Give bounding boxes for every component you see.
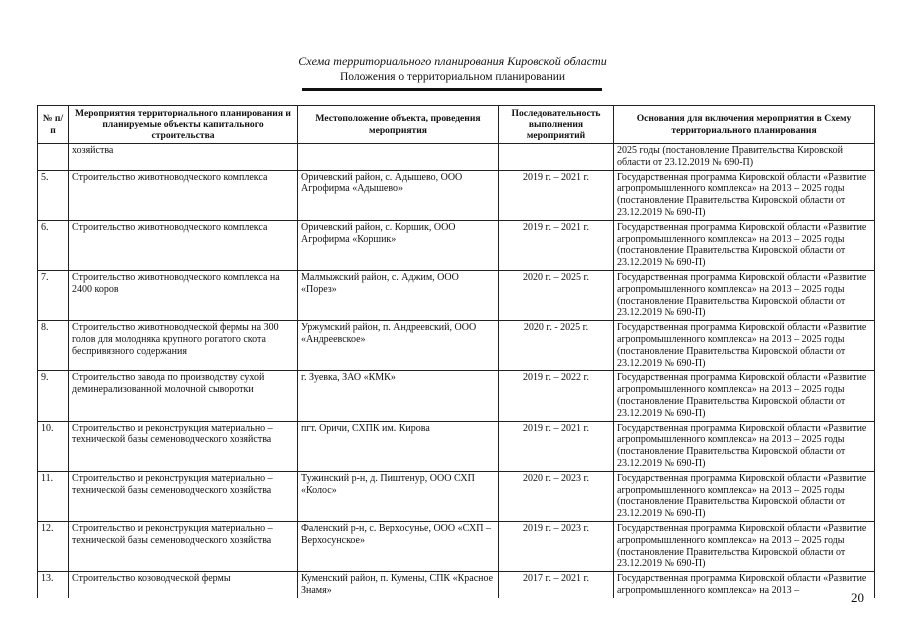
cell-sequence: 2020 г. - 2025 г. <box>499 321 614 371</box>
table-row <box>38 220 875 270</box>
document-title: Схема территориального планирования Кировской области <box>298 54 607 68</box>
column-header-num: № п/п <box>38 106 69 144</box>
cell-basis: Государственная программа Кировской области «Развитие агропромышленного комплекса» на 2013 – 2025 годы (постановление Правительства Кировской области от 23.12.2019 № 690-П) <box>614 521 875 571</box>
table-header-row <box>38 106 875 144</box>
cell-sequence: 2019 г. – 2021 г. <box>499 170 614 220</box>
cell-basis: Государственная программа Кировской области «Развитие агропромышленного комплекса» на 2013 – 2025 годы (постановление Правительства Кировской области от 23.12.2019 № 690-П) <box>614 170 875 220</box>
cell-sequence: 2017 г. – 2021 г. <box>499 572 614 598</box>
cell-name: Строительство и реконструкция материально – технической базы семеноводческого хозяйства <box>69 471 298 521</box>
cell-sequence: 2019 г. – 2021 г. <box>499 220 614 270</box>
cell-num: 9. <box>38 371 69 421</box>
cell-basis: Государственная программа Кировской области «Развитие агропромышленного комплекса» на 2013 – 2025 годы (постановление Правительства Кировской области от 23.12.2019 № 690-П) <box>614 270 875 320</box>
cell-location: г. Зуевка, ЗАО «КМК» <box>298 371 499 421</box>
cell-location: Куменский район, п. Кумены, СПК «Красное Знамя» <box>298 572 499 598</box>
header-rule <box>302 88 602 91</box>
cell-name: Строительство животноводческого комплекса на 2400 коров <box>69 270 298 320</box>
cell-sequence: 2019 г. – 2023 г. <box>499 521 614 571</box>
cell-location: Оричевский район, с. Коршик, ООО Агрофирма «Коршик» <box>298 220 499 270</box>
cell-basis: Государственная программа Кировской области «Развитие агропромышленного комплекса» на 2013 – 2025 годы (постановление Правительства Кировской области от 23.12.2019 № 690-П) <box>614 220 875 270</box>
cell-sequence: 2020 г. – 2023 г. <box>499 471 614 521</box>
column-header-sequence: Последовательность выполнения мероприятий <box>499 106 614 144</box>
cell-basis: Государственная программа Кировской области «Развитие агропромышленного комплекса» на 2013 – 2025 годы (постановление Правительства Кировской области от 23.12.2019 № 690-П) <box>614 371 875 421</box>
cell-sequence: 2019 г. – 2022 г. <box>499 371 614 421</box>
cell-location: Фаленский р-н, с. Верхосунье, ООО «СХП – Верхосунское» <box>298 521 499 571</box>
cell-name: хозяйства <box>69 144 298 171</box>
table-row-continuation <box>38 144 875 171</box>
cell-name: Строительство козоводческой фермы <box>69 572 298 598</box>
table-row <box>38 321 875 371</box>
cell-location: Малмыжский район, с. Аджим, ООО «Порез» <box>298 270 499 320</box>
table-row <box>38 371 875 421</box>
cell-num: 10. <box>38 421 69 471</box>
column-header-name: Мероприятия территориального планирования и планируемые объекты капитального строительства <box>69 106 298 144</box>
cell-num: 7. <box>38 270 69 320</box>
cell-num: 12. <box>38 521 69 571</box>
table-row <box>38 170 875 220</box>
planning-table <box>37 105 875 598</box>
cell-basis: Государственная программа Кировской области «Развитие агропромышленного комплекса» на 2013 – <box>614 572 875 598</box>
cell-sequence <box>499 144 614 171</box>
cell-num: 11. <box>38 471 69 521</box>
cell-location: Тужинский р-н, д. Пиштенур, ООО СХП «Колос» <box>298 471 499 521</box>
cell-basis: 2025 годы (постановление Правительства Кировской области от 23.12.2019 № 690-П) <box>614 144 875 171</box>
table-row <box>38 471 875 521</box>
cell-location: Оричевский район, с. Адышево, ООО Агрофирма «Адышево» <box>298 170 499 220</box>
cell-name: Строительство завода по производству сухой деминерализованной молочной сыворотки <box>69 371 298 421</box>
cell-num <box>38 144 69 171</box>
table-row <box>38 270 875 320</box>
cell-name: Строительство и реконструкция материально – технической базы семеноводческого хозяйства <box>69 521 298 571</box>
cell-sequence: 2019 г. – 2021 г. <box>499 421 614 471</box>
column-header-location: Местоположение объекта, проведения мероприятия <box>298 106 499 144</box>
cell-name: Строительство и реконструкция материально – технической базы семеноводческого хозяйства <box>69 421 298 471</box>
table-row <box>38 521 875 571</box>
cell-name: Строительство животноводческого комплекса <box>69 170 298 220</box>
table-row-partial <box>38 572 875 598</box>
table-row <box>38 421 875 471</box>
cell-name: Строительство животноводческой фермы на 300 голов для молодняка крупного рогатого скота беспривязного содержания <box>69 321 298 371</box>
cell-basis: Государственная программа Кировской области «Развитие агропромышленного комплекса» на 2013 – 2025 годы (постановление Правительства Кировской области от 23.12.2019 № 690-П) <box>614 421 875 471</box>
cell-basis: Государственная программа Кировской области «Развитие агропромышленного комплекса» на 2013 – 2025 годы (постановление Правительства Кировской области от 23.12.2019 № 690-П) <box>614 471 875 521</box>
cell-num: 13. <box>38 572 69 598</box>
page-number: 20 <box>851 590 864 605</box>
column-header-basis: Основания для включения мероприятия в Схему территориального планирования <box>614 106 875 144</box>
cell-sequence: 2020 г. – 2025 г. <box>499 270 614 320</box>
cell-num: 6. <box>38 220 69 270</box>
cell-location: пгт. Оричи, СХПК им. Кирова <box>298 421 499 471</box>
cell-location <box>298 144 499 171</box>
cell-num: 8. <box>38 321 69 371</box>
cell-location: Уржумский район, п. Андреевский, ООО «Андреевское» <box>298 321 499 371</box>
cell-basis: Государственная программа Кировской области «Развитие агропромышленного комплекса» на 2013 – 2025 годы (постановление Правительства Кировской области от 23.12.2019 № 690-П) <box>614 321 875 371</box>
document-subtitle: Положения о территориальном планировании <box>339 71 566 83</box>
cell-num: 5. <box>38 170 69 220</box>
cell-name: Строительство животноводческого комплекса <box>69 220 298 270</box>
